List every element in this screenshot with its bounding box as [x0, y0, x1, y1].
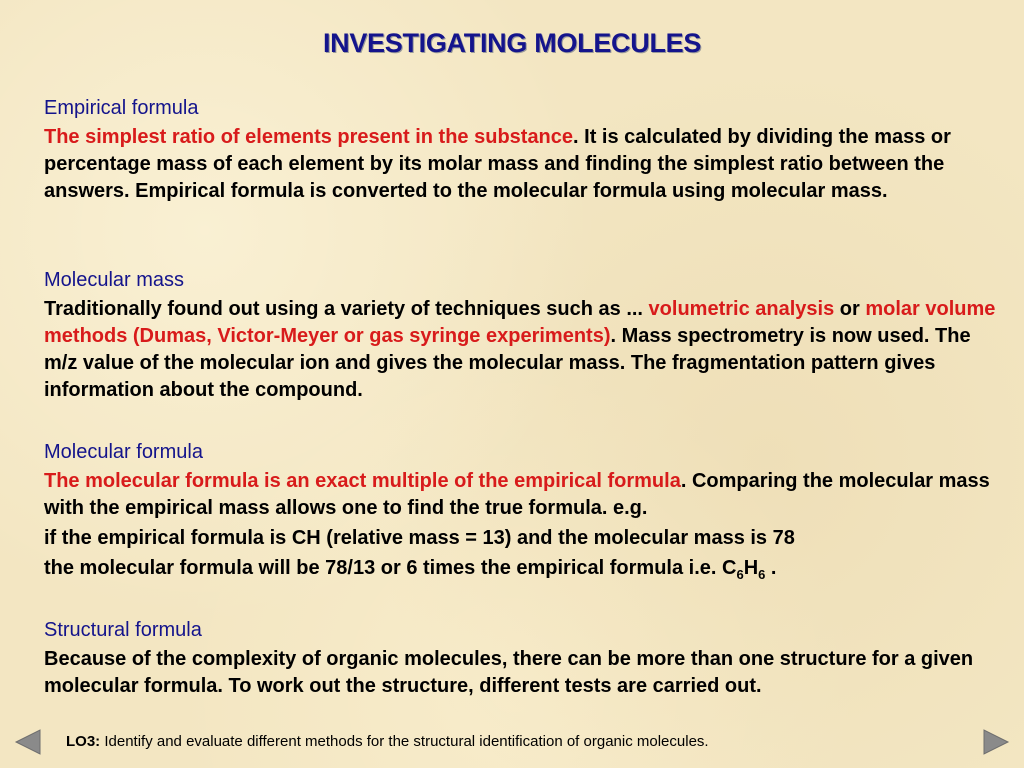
molecular-mass-text — [44, 296, 1004, 404]
empirical-formula-text — [44, 124, 1004, 205]
next-slide-button[interactable] — [982, 729, 1010, 755]
learning-objective-label: LO3: — [66, 733, 101, 750]
page-title: INVESTIGATING MOLECULES — [322, 28, 702, 58]
volumetric-analysis-highlight: volumetric analysis — [648, 298, 835, 320]
molecular-mass-text-1: Traditionally found out using a variety of techniques such as ... — [44, 298, 649, 320]
empirical-formula-heading: Empirical formula — [44, 97, 199, 119]
example-2-text: the molecular formula will be 78/13 or 6 times the empirical formula i.e. C — [44, 557, 737, 579]
empirical-definition: The simplest ratio of elements present in the substance — [44, 126, 574, 148]
molecular-formula-text — [44, 468, 1004, 522]
molecular-mass-heading: Molecular mass — [44, 269, 185, 291]
structural-formula-heading: Structural formula — [44, 619, 202, 641]
empirical-explanation: . It is calculated by dividing the mass or percentage mass of each element by its molar mass and finding the simplest ratio between the answers. Empirical formula is converted to the molecular formula using molecular mass. — [44, 126, 951, 202]
previous-slide-button[interactable] — [14, 729, 42, 755]
molecular-formula-heading: Molecular formula — [44, 441, 203, 463]
molar-volume-highlight: molar volume methods (Dumas, Victor-Meyer or gas syringe experiments) — [44, 298, 996, 347]
section-molecular-mass — [44, 268, 1004, 404]
molecular-formula-explanation: . Comparing the molecular mass with the empirical mass allows one to find the true formula. e.g. — [44, 470, 990, 519]
element-h: H — [743, 557, 759, 579]
molecular-formula-definition: The molecular formula is an exact multiple of the empirical formula — [44, 470, 681, 492]
learning-objective-text: Identify and evaluate different methods for the structural identification of organic molecules. — [100, 733, 709, 750]
section-empirical-formula — [44, 96, 1004, 205]
example-2-end: . — [765, 557, 777, 579]
section-molecular-formula — [44, 440, 1004, 582]
section-structural-formula — [44, 618, 1004, 700]
molecular-formula-example-2 — [44, 555, 1004, 582]
left-arrow-icon — [14, 729, 42, 755]
subscript-c: 6 — [736, 567, 744, 582]
molecular-mass-text-3: . Mass spectrometry is now used. The m/z value of the molecular ion and gives the molecular mass. The fragmentation pattern gives information about the compound. — [44, 325, 971, 401]
right-arrow-icon — [982, 729, 1010, 755]
learning-objective — [66, 733, 709, 750]
molecular-formula-example-1: if the empirical formula is CH (relative mass = 13) and the molecular mass is 78 — [44, 527, 795, 549]
molecular-mass-text-2: or — [834, 298, 866, 320]
structural-formula-text: Because of the complexity of organic molecules, there can be more than one structure for a given molecular formula. To work out the structure, different tests are carried out. — [44, 648, 974, 697]
subscript-h: 6 — [758, 567, 766, 582]
